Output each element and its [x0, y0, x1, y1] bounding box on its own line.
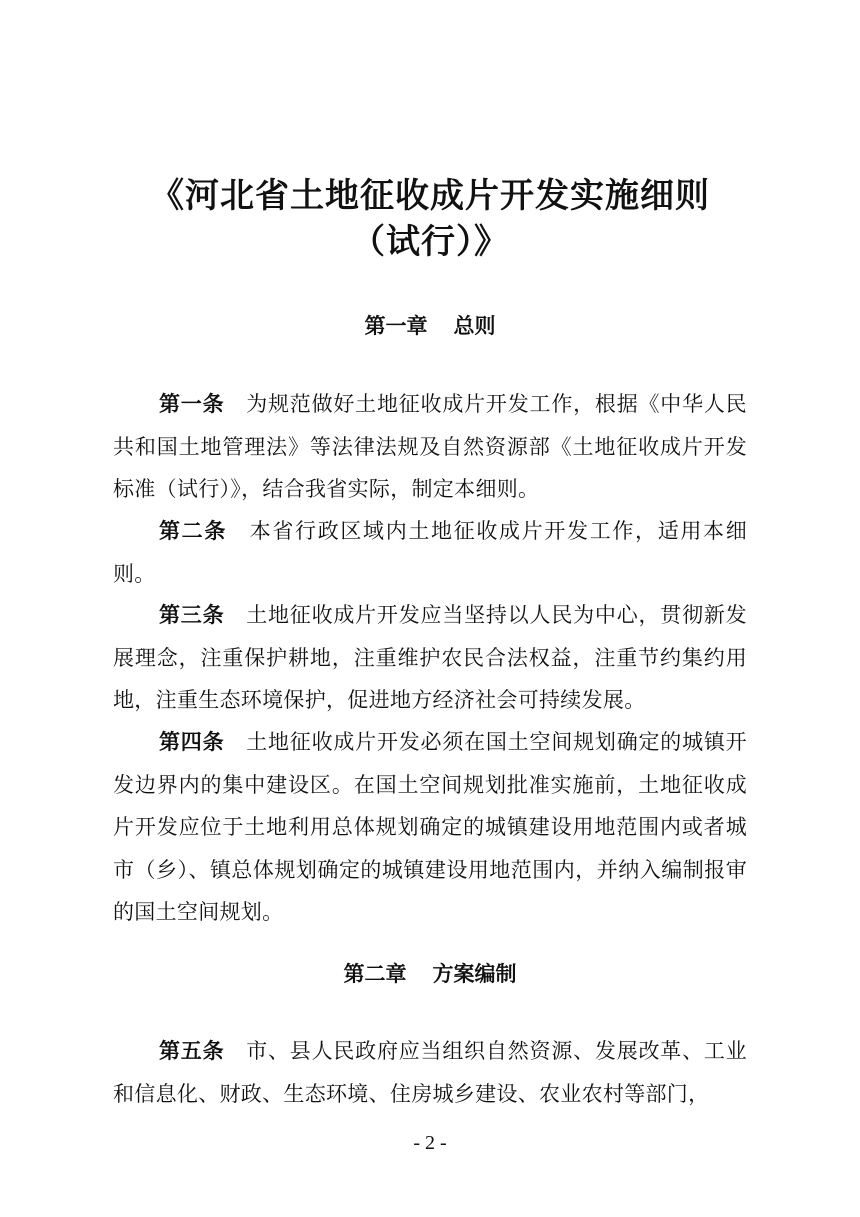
article-label: 第二条 [159, 519, 228, 543]
article-label: 第三条 [159, 603, 225, 627]
document-title-line-2: （试行）》 [351, 222, 509, 262]
chapter-number: 第一章 [364, 314, 428, 338]
article-4 [113, 721, 747, 934]
article-text: 为规范做好土地征收成片开发工作，根据《中华人民共和国土地管理法》等法律法规及自然资源部《土地征收成片开发标准（试行）》，结合我省实际，制定本细则。 [113, 392, 747, 501]
chapter-name: 方案编制 [432, 962, 517, 986]
article-text: 市、县人民政府应当组织自然资源、发展改革、工业和信息化、财政、生态环境、住房城乡建设、农业农村等部门， [113, 1039, 747, 1106]
article-text: 土地征收成片开发应当坚持以人民为中心，贯彻新发展理念，注重保护耕地，注重维护农民合法权益，注重节约集约用地，注重生态环境保护，促进地方经济社会可持续发展。 [113, 603, 747, 712]
article-2 [113, 510, 747, 595]
document-title-line-1: 《河北省土地征收成片开发实施细则 [150, 176, 710, 216]
chapter-heading-2 [0, 958, 860, 988]
chapter-heading-1 [0, 310, 860, 340]
chapter-number: 第二章 [343, 962, 407, 986]
article-label: 第四条 [159, 730, 225, 754]
page-number: - 2 - [413, 1132, 447, 1154]
article-1 [113, 383, 747, 511]
chapter-name: 总则 [453, 314, 496, 338]
article-label: 第五条 [159, 1039, 225, 1063]
article-label: 第一条 [159, 392, 225, 416]
article-3 [113, 594, 747, 722]
article-5 [113, 1030, 747, 1115]
article-text: 土地征收成片开发必须在国土空间规划确定的城镇开发边界内的集中建设区。在国土空间规划批准实施前，土地征收成片开发应位于土地利用总体规划确定的城镇建设用地范围内或者城市（乡）、镇总体规划确定的城镇建设用地范围内，并纳入编制报审的国土空间规划。 [113, 730, 747, 924]
article-text: 本省行政区域内土地征收成片开发工作，适用本细则。 [113, 519, 747, 586]
